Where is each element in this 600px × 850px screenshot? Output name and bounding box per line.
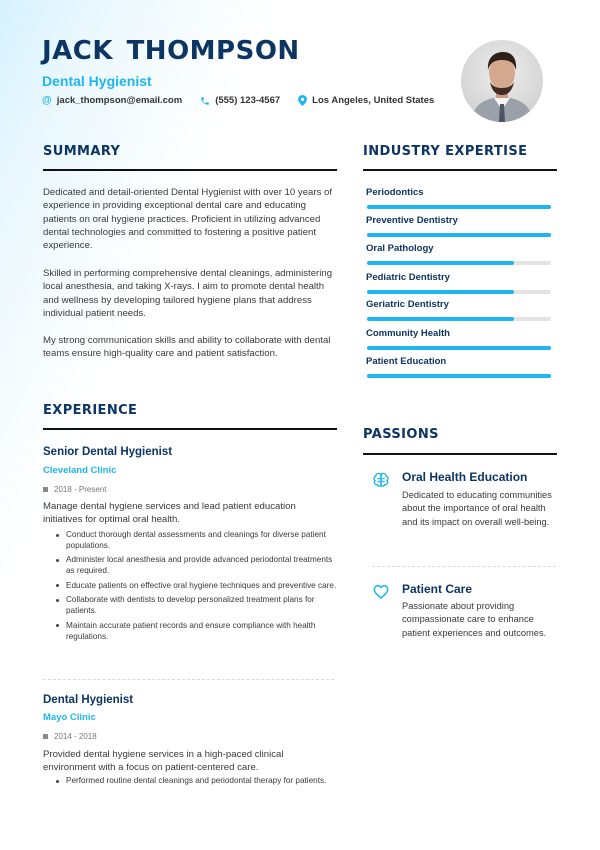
- job-dates-text: 2018 - Present: [54, 485, 107, 494]
- candidate-name: JACK THOMPSON: [42, 36, 300, 66]
- summary-heading: SUMMARY: [43, 144, 121, 159]
- skill-bar: [367, 233, 551, 237]
- experience-divider: [43, 428, 337, 430]
- skill-label: Preventive Dentistry: [366, 215, 458, 226]
- job-bullet: Performed routine dental cleanings and periodontal therapy for patients.: [55, 775, 340, 786]
- skill-bar-fill: [367, 317, 514, 321]
- skill-label: Community Health: [366, 328, 450, 339]
- summary-paragraph: Skilled in performing comprehensive dental cleanings, administering local anesthesia, and taking X-rays. I aim to promote dental health and wellness by developing tailored hygiene plans that address individual patient needs.: [43, 268, 333, 319]
- skill-bar-fill: [367, 205, 551, 209]
- passion-description: Dedicated to educating communities about the importance of oral health and its impact on overall well-being.: [402, 490, 552, 527]
- profile-photo: [461, 40, 543, 122]
- skill-label: Oral Pathology: [366, 243, 434, 254]
- job-bullet: Collaborate with dentists to develop personalized treatment plans for patients.: [55, 594, 340, 616]
- summary-paragraph: My strong communication skills and ability to collaborate with dental teams ensure high-quality care and patient satisfaction.: [43, 335, 331, 360]
- skill-bar: [367, 346, 551, 350]
- passion-description: Passionate about providing compassionate care to enhance patient experiences and outcomes.: [402, 601, 547, 638]
- skill-label: Geriatric Dentistry: [366, 299, 449, 310]
- expertise-divider: [363, 169, 557, 171]
- summary-paragraph: Dedicated and detail-oriented Dental Hygienist with over 10 years of experience in providing exceptional dental care and educating patients on oral hygiene practices. Proficient in utilizing advanced dental technologies and committed to fostering a positive patient experience.: [43, 187, 333, 252]
- phone-icon: [200, 96, 210, 106]
- expertise-heading: INDUSTRY EXPERTISE: [363, 144, 528, 159]
- skill-bar: [367, 205, 551, 209]
- contact-phone[interactable]: [200, 95, 280, 106]
- job-bullet: Administer local anesthesia and provide advanced periodontal treatments as required.: [55, 554, 340, 576]
- job-company: Mayo Clinic: [43, 712, 96, 723]
- at-icon: @: [42, 95, 52, 106]
- skill-bar: [367, 374, 551, 378]
- calendar-icon: [43, 734, 48, 739]
- passion-title: Patient Care: [402, 582, 473, 596]
- skill-bar-fill: [367, 290, 514, 294]
- skill-item: [366, 328, 556, 339]
- job-bullet: Educate patients on effective oral hygiene techniques and preventive care.: [55, 580, 340, 591]
- skill-bar-fill: [367, 233, 551, 237]
- passions-divider: [363, 453, 557, 455]
- skill-bar-fill: [367, 346, 551, 350]
- experience-heading: EXPERIENCE: [43, 403, 138, 418]
- skill-item: [366, 243, 556, 254]
- skill-label: Patient Education: [366, 356, 447, 367]
- job-description: Manage dental hygiene services and lead patient education initiatives for optimal oral health.: [43, 501, 296, 526]
- job-dates: [43, 485, 106, 494]
- skill-item: [366, 356, 556, 367]
- passion-title: Oral Health Education: [402, 470, 528, 484]
- phone-text: (555) 123-4567: [215, 95, 281, 106]
- skill-item: [366, 299, 556, 310]
- job-bullet: Conduct thorough dental assessments and cleanings for diverse patient populations.: [55, 529, 340, 551]
- contact-email[interactable]: [42, 95, 182, 106]
- job-separator: [43, 679, 334, 680]
- skill-bar: [367, 261, 551, 265]
- job-dates-text: 2014 - 2018: [54, 732, 97, 741]
- candidate-role: Dental Hygienist: [42, 73, 152, 89]
- skill-item: [366, 215, 556, 226]
- summary-divider: [43, 169, 337, 171]
- job-description: Provided dental hygiene services in a high-paced clinical environment with a focus on patient-centered care.: [43, 749, 284, 774]
- skill-item: [366, 187, 556, 198]
- heart-icon: [372, 583, 390, 601]
- skill-bar-fill: [367, 374, 551, 378]
- skill-bar-fill: [367, 261, 514, 265]
- job-bullet: Maintain accurate patient records and ensure compliance with health regulations.: [55, 620, 340, 642]
- skill-bar: [367, 290, 551, 294]
- job-company: Cleveland Clinic: [43, 465, 117, 476]
- job-bullets: [55, 529, 340, 645]
- contact-location: [298, 95, 434, 106]
- passions-heading: PASSIONS: [363, 427, 439, 442]
- map-pin-icon: [298, 95, 307, 106]
- location-text: Los Angeles, United States: [312, 95, 435, 106]
- job-bullets: [55, 775, 340, 789]
- job-dates: [43, 732, 97, 741]
- skill-item: [366, 272, 556, 283]
- contact-info: [42, 95, 452, 106]
- email-text: jack_thompson@email.com: [56, 95, 183, 106]
- passion-separator: [372, 566, 556, 567]
- job-title: Dental Hygienist: [43, 694, 134, 706]
- skill-label: Pediatric Dentistry: [366, 272, 450, 283]
- skill-bar: [367, 317, 551, 321]
- calendar-icon: [43, 487, 48, 492]
- job-title: Senior Dental Hygienist: [43, 446, 173, 458]
- skill-label: Periodontics: [366, 187, 424, 198]
- brain-icon: [372, 471, 390, 489]
